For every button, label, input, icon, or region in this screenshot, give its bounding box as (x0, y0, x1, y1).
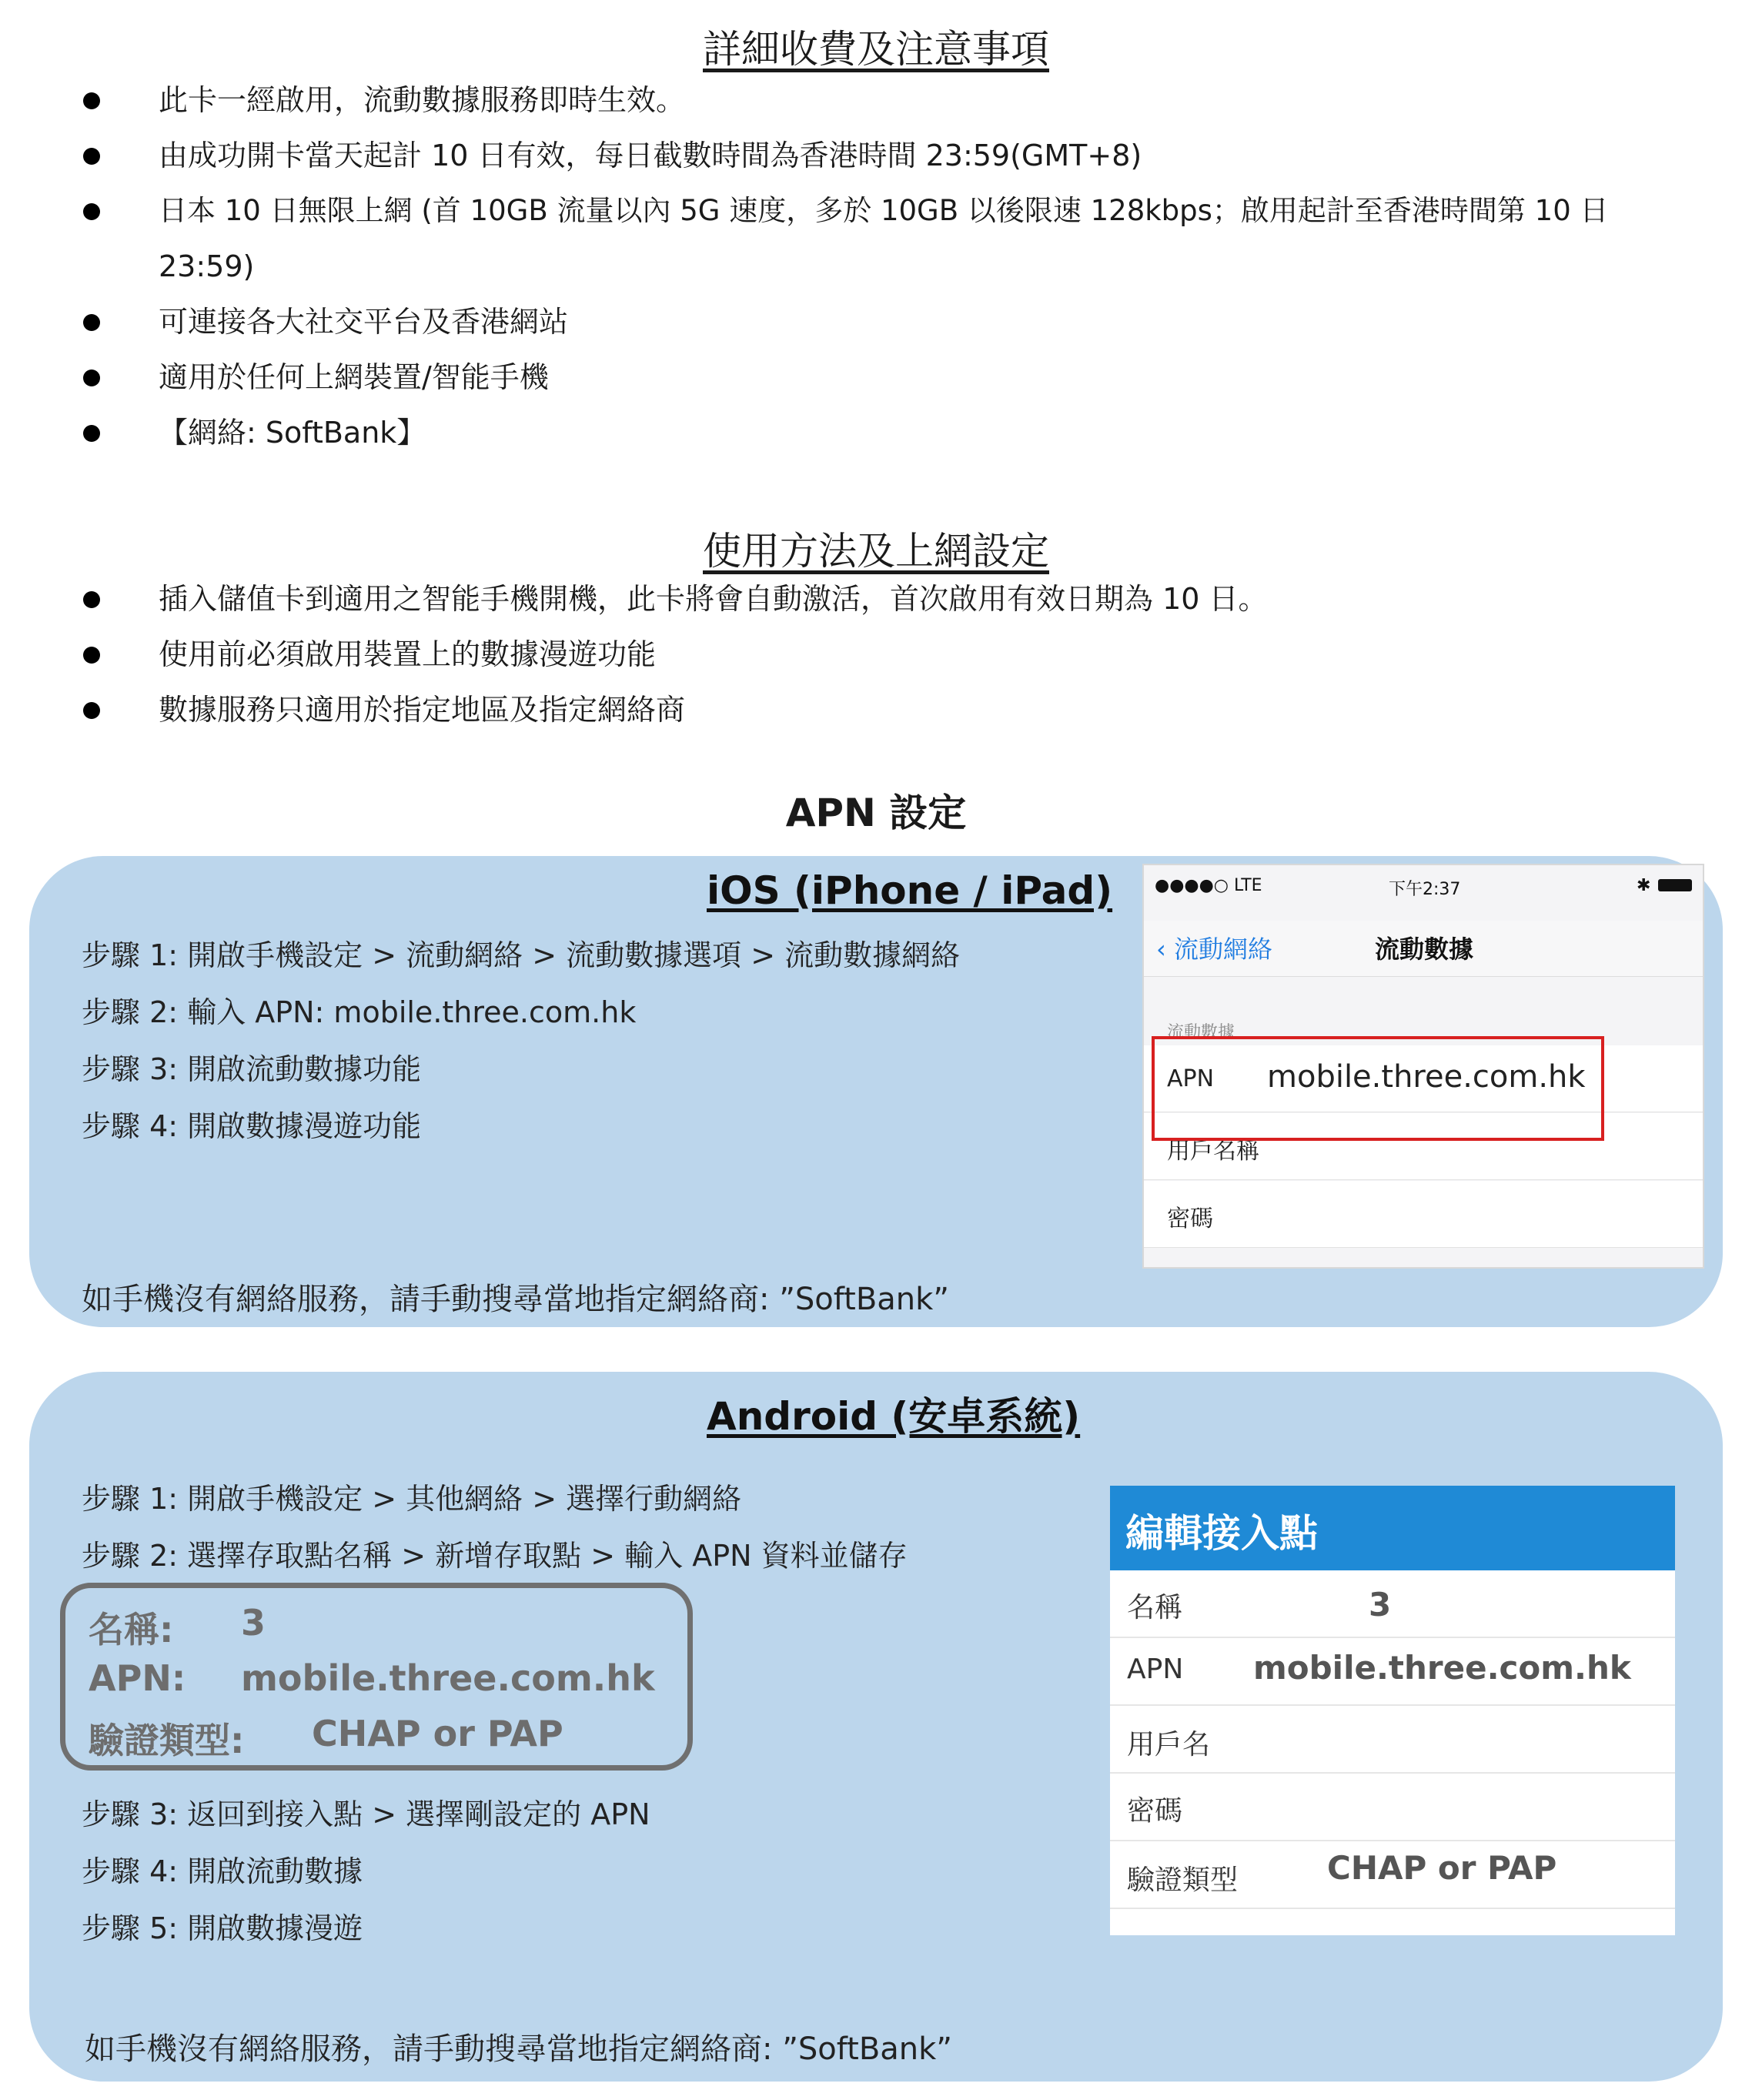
password-row[interactable] (1110, 1774, 1675, 1841)
nav-title: 流動數據 (1375, 935, 1474, 964)
apn-label: APN (1127, 1654, 1184, 1685)
box-name-value: 3 (241, 1602, 266, 1644)
box-apn-value: mobile.three.com.hk (241, 1657, 655, 1699)
ios-step: 步驟 4: 開啟數據漫遊功能 (82, 1109, 422, 1143)
android-step: 步驟 5: 開啟數據漫遊 (82, 1911, 363, 1945)
box-auth-value: CHAP or PAP (312, 1713, 563, 1754)
auth-type-row[interactable] (1110, 1841, 1675, 1909)
box-name-label: 名稱: (89, 1609, 174, 1650)
bullet-text: 【網絡: SoftBank】 (159, 416, 426, 450)
bullet-dot (83, 148, 100, 165)
android-step: 步驟 2: 選擇存取點名稱 > 新增存取點 > 輸入 APN 資料並儲存 (82, 1539, 908, 1573)
auth-type-value: CHAP or PAP (1327, 1849, 1557, 1887)
status-time: 下午2:37 (1389, 880, 1461, 899)
ios-nav-bar (1144, 921, 1703, 977)
bullet-text: 日本 10 日無限上網 (首 10GB 流量以內 5G 速度，多於 10GB 以後限速 128kbps；啟用起計至香港時間第 10 日 (159, 194, 1609, 227)
username-label: 用戶名 (1127, 1729, 1211, 1761)
android-step: 步驟 3: 返回到接入點 > 選擇剛設定的 APN (82, 1797, 650, 1831)
username-row[interactable] (1110, 1706, 1675, 1774)
bullet-text: 數據服務只適用於指定地區及指定網絡商 (159, 693, 686, 727)
apn-settings-title: APN 設定 (785, 791, 967, 835)
name-row[interactable] (1110, 1570, 1675, 1638)
bullet-text: 由成功開卡當天起計 10 日有效，每日截數時間為香港時間 23:59(GMT+8) (159, 139, 1142, 172)
android-apn-screenshot (1110, 1486, 1675, 1935)
android-header-title: 編輯接入點 (1125, 1511, 1318, 1556)
bullet-dot (83, 425, 100, 442)
ios-settings-screenshot (1142, 864, 1704, 1269)
android-title: Android (安卓系統) (707, 1394, 1081, 1439)
section-title-usage: 使用方法及上網設定 (703, 529, 1049, 573)
apn-highlight-box (1152, 1036, 1604, 1141)
box-apn-label: APN: (89, 1657, 186, 1699)
bullet-dot (83, 92, 100, 109)
apn-label: APN (1167, 1065, 1215, 1092)
bullet-text: 可連接各大社交平台及香港網站 (159, 305, 569, 339)
android-step: 步驟 1: 開啟手機設定 > 其他網絡 > 選擇行動網絡 (82, 1482, 742, 1516)
name-label: 名稱 (1127, 1592, 1183, 1623)
ios-step: 步驟 3: 開啟流動數據功能 (82, 1052, 422, 1086)
bullet-dot (83, 314, 100, 331)
password-label: 密碼 (1127, 1795, 1183, 1827)
bluetooth-icon: ✱ (1637, 876, 1651, 895)
apn-value: mobile.three.com.hk (1267, 1059, 1586, 1095)
android-step: 步驟 4: 開啟流動數據 (82, 1854, 363, 1888)
auth-type-label: 驗證類型 (1127, 1864, 1239, 1896)
password-label: 密碼 (1167, 1205, 1213, 1232)
apn-value: mobile.three.com.hk (1253, 1649, 1631, 1687)
bullet-text-continued: 23:59) (159, 249, 255, 283)
bullet-dot (83, 702, 100, 719)
bullet-text: 適用於任何上網裝置/智能手機 (159, 360, 549, 394)
ios-step: 步驟 1: 開啟手機設定 > 流動網絡 > 流動數據選項 > 流動數據網絡 (82, 938, 961, 972)
password-cell[interactable] (1144, 1181, 1703, 1248)
bullet-text: 此卡一經啟用，流動數據服務即時生效。 (159, 83, 686, 117)
bullet-dot (83, 647, 100, 664)
ios-step: 步驟 2: 輸入 APN: mobile.three.com.hk (82, 995, 637, 1029)
apn-row[interactable] (1110, 1638, 1675, 1706)
bullet-dot (83, 203, 100, 220)
bullet-dot (83, 591, 100, 608)
android-header-bar (1110, 1486, 1675, 1570)
name-value: 3 (1369, 1586, 1392, 1623)
ios-title: iOS (iPhone / iPad) (707, 868, 1113, 913)
battery-icon (1658, 879, 1692, 891)
section-title-fees: 詳細收費及注意事項 (703, 27, 1049, 72)
bullet-text: 使用前必須啟用裝置上的數據漫遊功能 (159, 637, 657, 671)
section-header: 流動數據 (1167, 1023, 1235, 1042)
android-apn-info-box (60, 1583, 693, 1771)
username-label: 用戶名稱 (1167, 1138, 1259, 1165)
bullet-text: 插入儲值卡到適用之智能手機開機，此卡將會自動激活，首次啟用有效日期為 10 日。 (159, 582, 1268, 616)
back-button[interactable]: ‹ 流動網絡 (1156, 935, 1272, 964)
ios-network-note: 如手機沒有網絡服務，請手動搜尋當地指定網絡商: ”SoftBank” (82, 1282, 950, 1317)
android-network-note: 如手機沒有網絡服務，請手動搜尋當地指定網絡商: ”SoftBank” (85, 2031, 953, 2067)
bullet-dot (83, 370, 100, 386)
box-auth-label: 驗證類型: (89, 1720, 245, 1761)
signal-indicator: ●●●●○ LTE (1155, 876, 1262, 895)
